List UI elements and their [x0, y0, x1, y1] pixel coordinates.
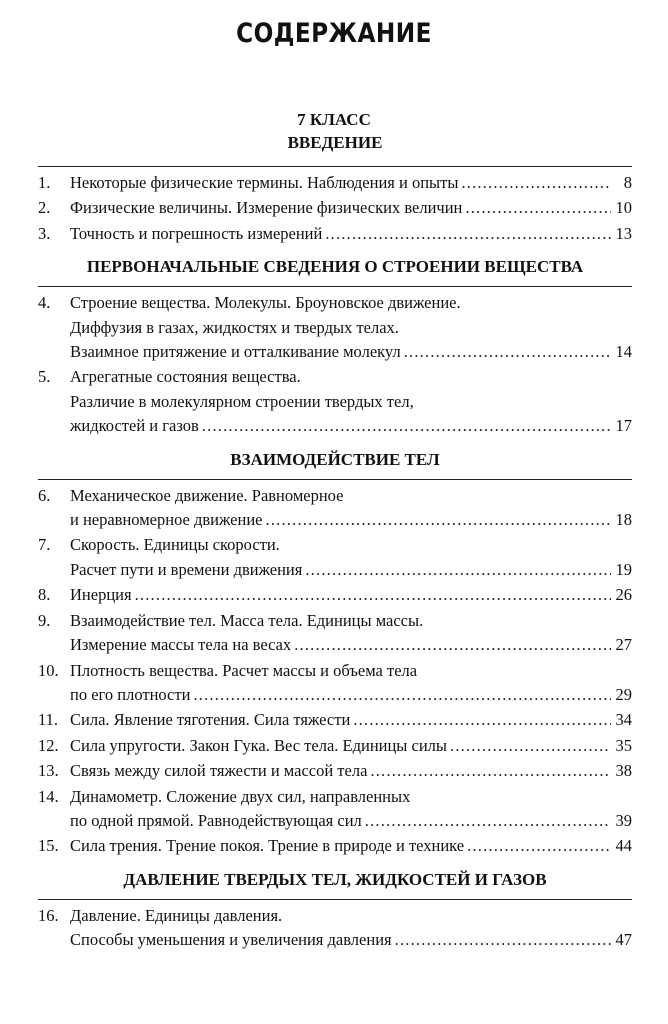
dot-leader [370, 759, 611, 783]
entry-title-line: жидкостей и газов [70, 416, 199, 436]
entry-number: 14. [38, 786, 59, 806]
section-heading: ВЗАИМОДЕЙСТВИЕ ТЕЛ [230, 449, 440, 469]
dot-leader [467, 834, 611, 858]
entry-title-line: Взаимное притяжение и отталкивание молекул [70, 342, 401, 362]
section-divider [38, 899, 632, 900]
toc-entry[interactable] [38, 659, 632, 708]
dot-leader [325, 222, 611, 246]
page-number: 34 [615, 710, 632, 730]
grade-heading: 7 КЛАСС [297, 110, 371, 129]
entry-title-line: Давление. Единицы давления. [70, 905, 283, 925]
toc-list [38, 128, 632, 954]
page-number: 19 [615, 559, 632, 579]
toc-entry[interactable] [38, 171, 632, 195]
entry-title-row [70, 508, 632, 532]
toc-entry[interactable] [38, 609, 632, 658]
entry-title-line: Скорость. Единицы скорости. [70, 535, 280, 555]
page-number: 44 [615, 836, 632, 856]
toc-entry[interactable] [38, 583, 632, 607]
entry-title-row [70, 708, 632, 732]
entry-number: 4. [38, 293, 51, 313]
entry-title-line: Динамометр. Сложение двух сил, направленных [70, 786, 411, 806]
dot-leader [193, 683, 611, 707]
toc-entry[interactable] [38, 708, 632, 732]
entry-title-line: Диффузия в газах, жидкостях и твердых телах. [70, 317, 399, 337]
dot-leader [305, 558, 611, 582]
entry-title-line: Точность и погрешность измерений [70, 223, 323, 243]
page-number: 17 [615, 416, 632, 436]
dot-leader [465, 196, 611, 220]
entry-title-row [70, 414, 632, 438]
page-number: 38 [615, 761, 632, 781]
entry-title-row [70, 834, 632, 858]
entry-title-row [70, 633, 632, 657]
dot-leader [404, 340, 611, 364]
toc-entry[interactable] [38, 222, 632, 246]
section-divider [38, 166, 632, 167]
entry-number: 3. [38, 223, 51, 243]
page-number: 8 [623, 173, 632, 192]
entry-title-line: Плотность вещества. Расчет массы и объема тела [70, 660, 418, 680]
entry-number: 11. [38, 710, 59, 730]
section-divider [38, 286, 632, 287]
section-heading: ВВЕДЕНИЕ [287, 133, 383, 152]
page-number: 35 [615, 735, 632, 755]
toc-entry[interactable] [38, 365, 632, 438]
entry-title-row [70, 734, 632, 758]
entry-number: 15. [38, 836, 59, 856]
entry-title-line: Строение вещества. Молекулы. Броуновское движение. [70, 293, 461, 313]
entry-title-row [70, 196, 632, 220]
entry-title-line: Измерение массы тела на весах [70, 635, 292, 655]
entry-title-row [70, 809, 632, 833]
entry-title-line: Способы уменьшения и увеличения давления [70, 930, 392, 950]
entry-number: 1. [38, 173, 51, 192]
entry-title-line: Сила трения. Трение покоя. Трение в природе и технике [70, 836, 465, 856]
dot-leader [202, 414, 611, 438]
dot-leader [135, 583, 611, 607]
entry-title-line: Взаимодействие тел. Масса тела. Единицы массы. [70, 610, 424, 630]
entry-title-row [70, 558, 632, 582]
toc-entry[interactable] [38, 904, 632, 953]
toc-entry[interactable] [38, 759, 632, 783]
entry-number: 6. [38, 485, 51, 505]
entry-title-line: по одной прямой. Равнодействующая сил [70, 810, 362, 830]
entry-number: 2. [38, 198, 51, 218]
dot-leader [266, 508, 612, 532]
entry-number: 8. [38, 585, 51, 605]
dot-leader [461, 171, 611, 195]
entry-title-line: Сила упругости. Закон Гука. Вес тела. Единицы силы [70, 735, 447, 755]
entry-title-line: Инерция [70, 585, 132, 605]
section-heading: ПЕРВОНАЧАЛЬНЫЕ СВЕДЕНИЯ О СТРОЕНИИ ВЕЩЕСТВА [86, 257, 584, 277]
section-divider [38, 479, 632, 480]
entry-title-line: Сила. Явление тяготения. Сила тяжести [70, 710, 351, 730]
entry-title-line: Механическое движение. Равномерное [70, 485, 344, 505]
toc-entry[interactable] [38, 734, 632, 758]
page-number: 13 [615, 223, 632, 243]
entry-number: 13. [38, 761, 59, 781]
entry-title-row [70, 340, 632, 364]
entry-number: 10. [38, 660, 59, 680]
page-title: СОДЕРЖАНИЕ [236, 18, 432, 49]
page-number: 10 [615, 198, 632, 218]
page-number: 26 [615, 585, 632, 605]
toc-entry[interactable] [38, 533, 632, 582]
entry-title-row [70, 171, 632, 195]
entry-title-line: Некоторые физические термины. Наблюдения и опыты [70, 173, 459, 192]
toc-entry[interactable] [38, 291, 632, 364]
dot-leader [450, 734, 611, 758]
entry-title-row [70, 222, 632, 246]
entry-number: 7. [38, 535, 51, 555]
entry-title-row [70, 759, 632, 783]
dot-leader [395, 928, 611, 952]
page-number: 47 [615, 930, 632, 950]
toc-entry[interactable] [38, 196, 632, 220]
section-heading: ДАВЛЕНИЕ ТВЕРДЫХ ТЕЛ, ЖИДКОСТЕЙ И ГАЗОВ [123, 869, 547, 889]
entry-title-line: Различие в молекулярном строении твердых тел, [70, 391, 414, 411]
dot-leader [353, 708, 611, 732]
toc-entry[interactable] [38, 484, 632, 533]
entry-title-line: и неравномерное движение [70, 510, 263, 530]
entry-number: 12. [38, 735, 59, 755]
entry-number: 9. [38, 610, 51, 630]
toc-entry[interactable] [38, 834, 632, 858]
entry-number: 16. [38, 905, 59, 925]
page-number: 39 [615, 810, 632, 830]
dot-leader [294, 633, 611, 657]
entry-title-line: Физические величины. Измерение физических величин [70, 198, 463, 218]
entry-title-row [70, 683, 632, 707]
entry-title-line: Расчет пути и времени движения [70, 559, 303, 579]
entry-number: 5. [38, 367, 51, 387]
page-number: 27 [615, 635, 632, 655]
entry-title-row [70, 928, 632, 952]
page-number: 29 [615, 684, 632, 704]
entry-title-line: Связь между силой тяжести и массой тела [70, 761, 368, 781]
toc-entry[interactable] [38, 785, 632, 834]
page-number: 18 [615, 510, 632, 530]
entry-title-line: Агрегатные состояния вещества. [70, 367, 301, 387]
dot-leader [365, 809, 611, 833]
entry-title-row [70, 583, 632, 607]
entry-title-line: по его плотности [70, 684, 191, 704]
page-number: 14 [615, 342, 632, 362]
